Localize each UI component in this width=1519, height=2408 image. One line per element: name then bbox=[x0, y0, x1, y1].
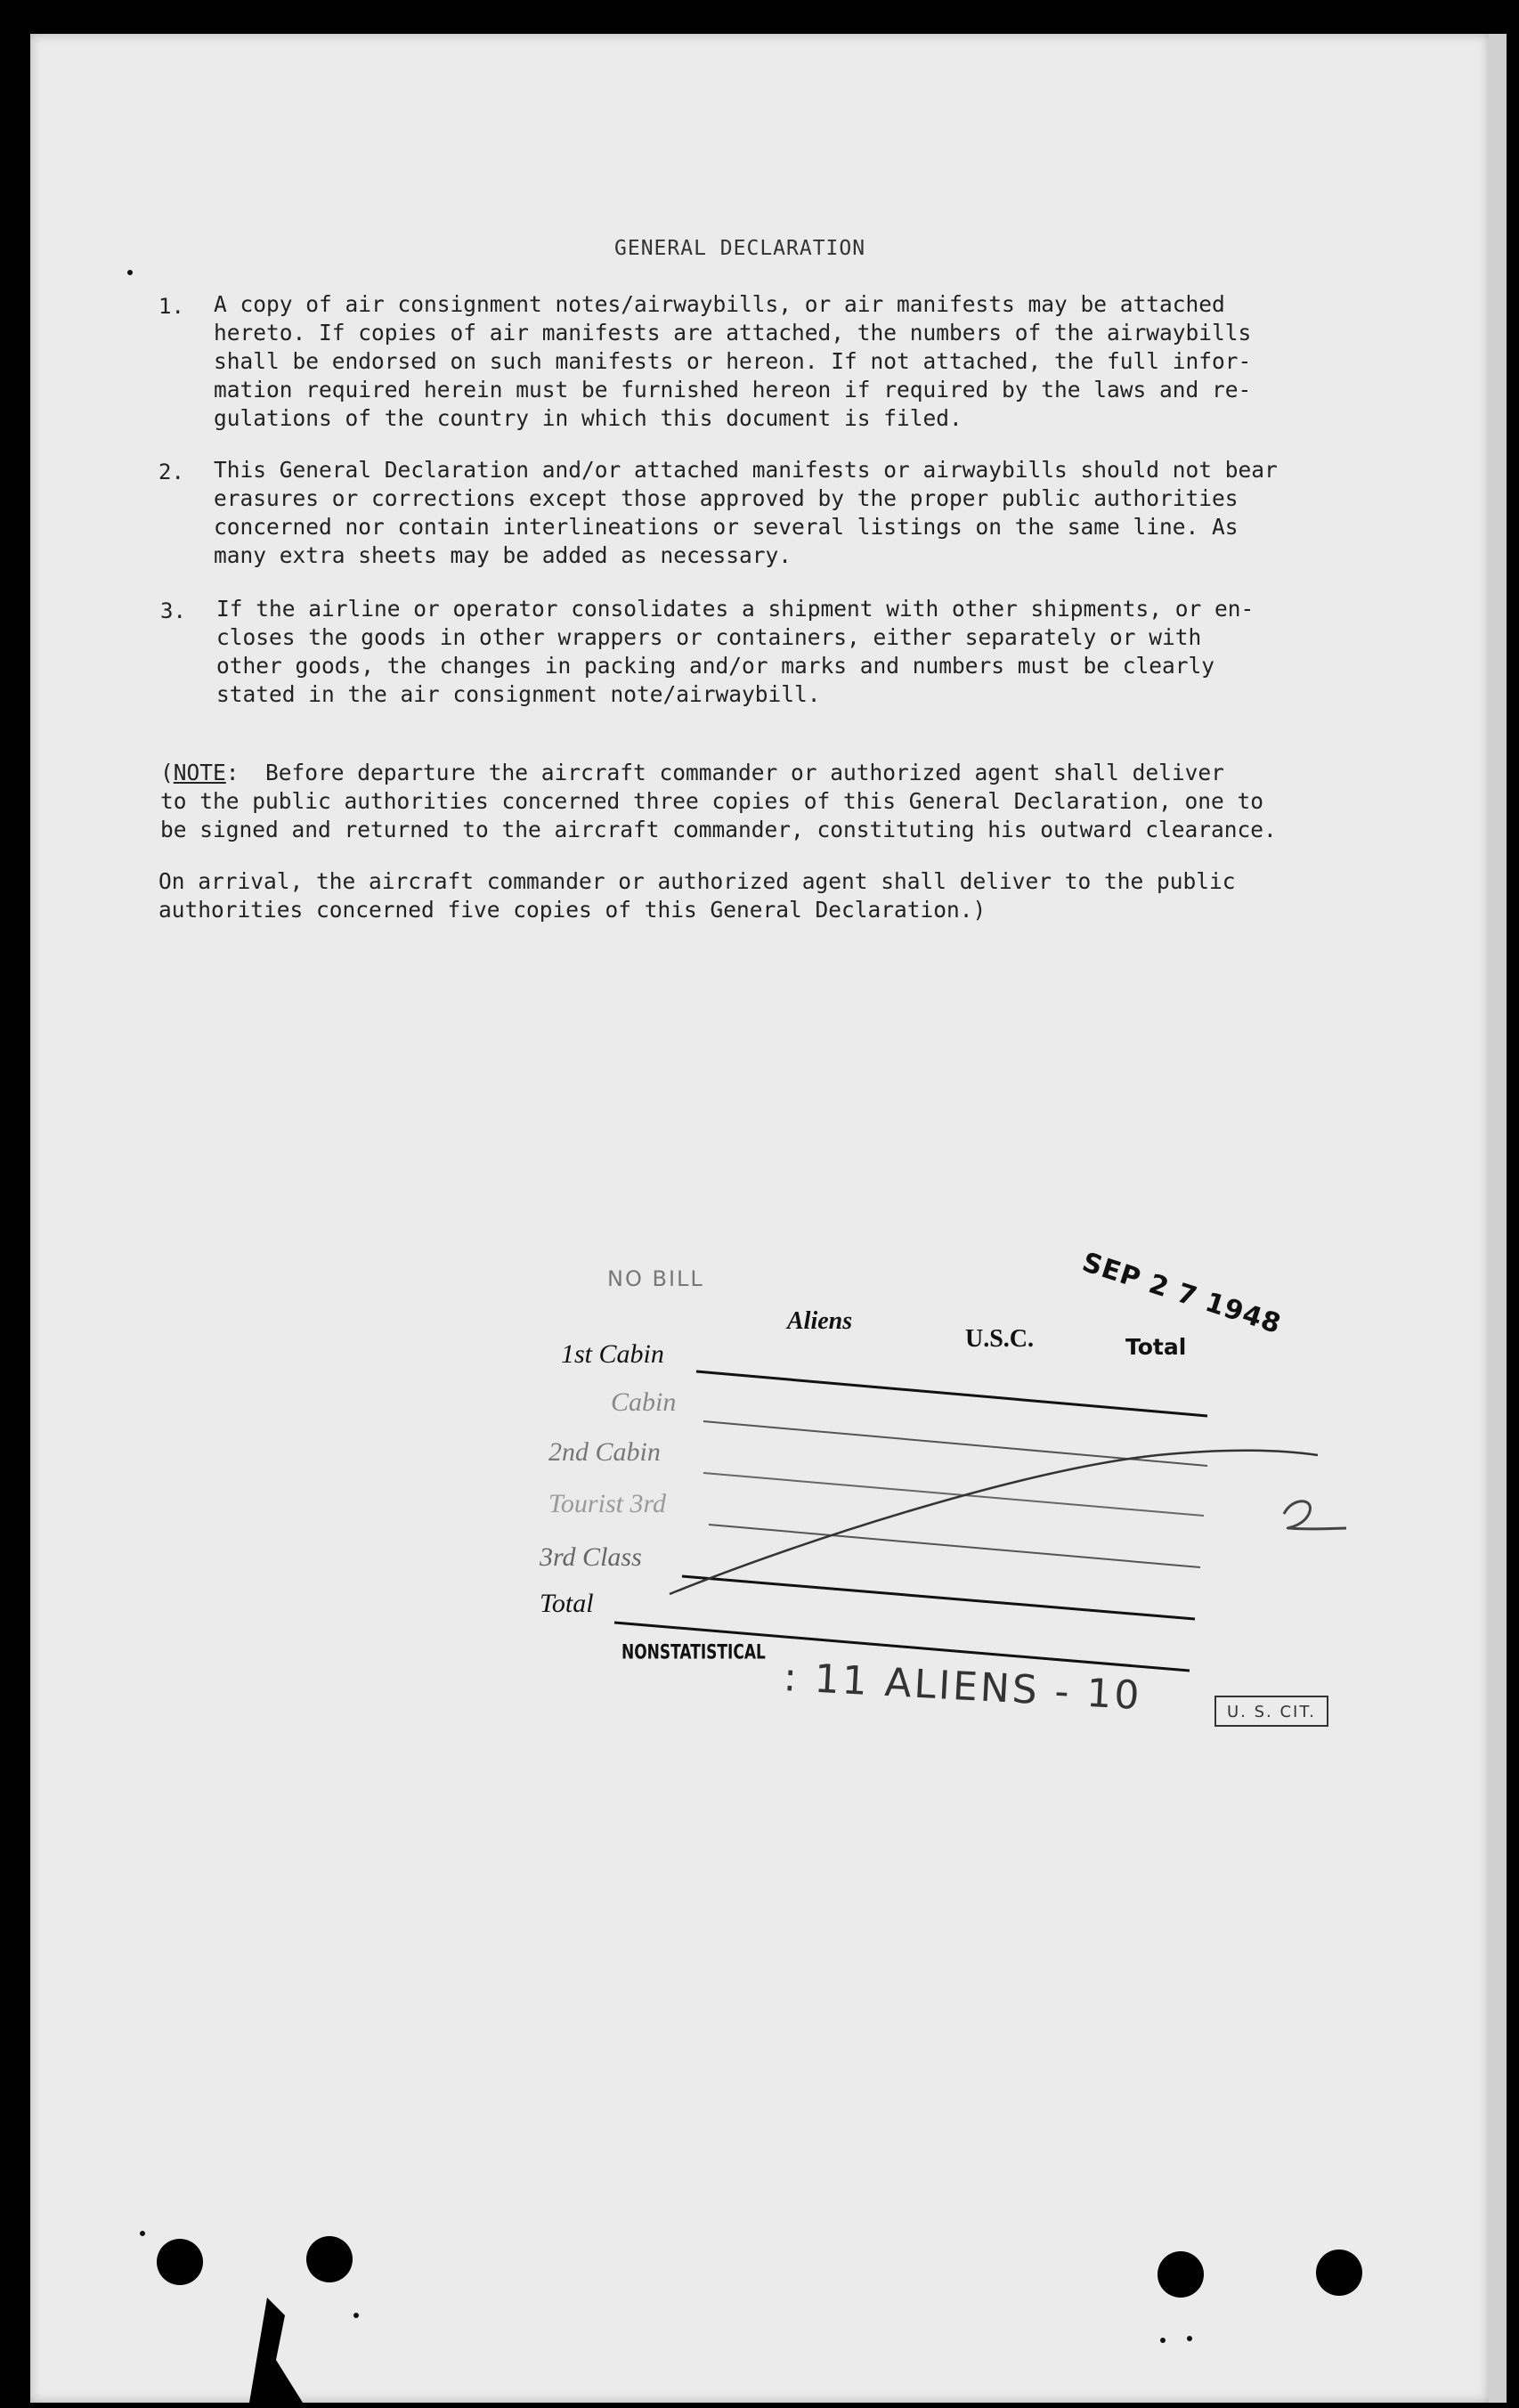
col-aliens: Aliens bbox=[787, 1307, 853, 1335]
handwritten-margin-mark bbox=[1284, 1501, 1346, 1529]
item-number: 2. bbox=[158, 460, 184, 484]
note-open-paren: ( bbox=[160, 760, 174, 785]
date-stamp: SEP 2 7 1948 bbox=[1078, 1247, 1286, 1341]
text-line: be signed and returned to the aircraft commander, constituting his outward clearance. bbox=[160, 817, 1277, 842]
tally-rule bbox=[703, 1473, 1204, 1516]
row-label: Tourist 3rd bbox=[548, 1489, 667, 1518]
punch-hole bbox=[1316, 2249, 1362, 2296]
torn-corner bbox=[249, 2298, 303, 2403]
item-number: 1. bbox=[158, 294, 184, 319]
text-line: many extra sheets may be added as necessary. bbox=[214, 542, 792, 568]
note-label: NOTE bbox=[173, 760, 226, 785]
text-line: other goods, the changes in packing and/or marks and numbers must be clearly bbox=[216, 653, 1215, 679]
row-label: 3rd Class bbox=[540, 1542, 642, 1572]
handwritten-aliens-note: : 11 ALIENS - 10 bbox=[782, 1655, 1143, 1720]
nonstatistical-stamp: NONSTATISTICAL bbox=[621, 1641, 766, 1664]
speck bbox=[353, 2313, 359, 2318]
text-line: If the airline or operator consolidates a shipment with other shipments, or en- bbox=[216, 596, 1255, 622]
tally-rule bbox=[614, 1623, 1190, 1671]
text-line: to the public authorities concerned three copies of this General Declaration, one to bbox=[160, 788, 1264, 814]
col-total: Total bbox=[1125, 1334, 1187, 1360]
text-line: closes the goods in other wrappers or containers, either separately or with bbox=[216, 624, 1202, 650]
text-line: shall be endorsed on such manifests or hereon. If not attached, the full infor- bbox=[214, 348, 1252, 374]
text-line: On arrival, the aircraft commander or authorized agent shall deliver to the public bbox=[158, 868, 1236, 894]
specks bbox=[127, 270, 1192, 2343]
text-line: authorities concerned five copies of this General Declaration.) bbox=[158, 897, 987, 923]
punch-holes bbox=[157, 2236, 1362, 2298]
tally-rule bbox=[682, 1576, 1195, 1619]
text-line: concerned nor contain interlineations or several listings on the same line. As bbox=[214, 514, 1239, 540]
us-cit-stamp: U. S. CIT. bbox=[1214, 1696, 1328, 1727]
col-usc: U.S.C. bbox=[965, 1325, 1035, 1353]
tally-rules bbox=[614, 1371, 1207, 1671]
text-line: hereto. If copies of air manifests are attached, the numbers of the airwaybills bbox=[214, 320, 1252, 346]
item-number: 3. bbox=[160, 598, 186, 623]
speck bbox=[127, 270, 133, 275]
row-label: 1st Cabin bbox=[561, 1339, 664, 1369]
text-line: A copy of air consignment notes/airwaybills, or air manifests may be attached bbox=[214, 291, 1225, 317]
row-label: 2nd Cabin bbox=[548, 1437, 661, 1467]
punch-hole bbox=[306, 2236, 353, 2282]
text-line: gulations of the country in which this document is filed. bbox=[214, 405, 963, 431]
text-line: stated in the air consignment note/airwaybill. bbox=[216, 681, 821, 707]
note-line1-rest: Before departure the aircraft commander or authorized agent shall deliver bbox=[239, 760, 1224, 785]
document-title: GENERAL DECLARATION bbox=[614, 237, 866, 260]
no-bill-stamp: NO BILL bbox=[607, 1266, 704, 1291]
text-line: This General Declaration and/or attached manifests or airwaybills should not bear bbox=[214, 457, 1278, 483]
punch-hole bbox=[157, 2239, 203, 2285]
text-line: erasures or corrections except those approved by the proper public authorities bbox=[214, 485, 1239, 511]
speck bbox=[140, 2231, 145, 2236]
tally-rule bbox=[709, 1525, 1200, 1567]
row-label: Total bbox=[540, 1589, 594, 1618]
speck bbox=[1160, 2338, 1166, 2343]
text-line: mation required herein must be furnished hereon if required by the laws and re- bbox=[214, 377, 1252, 403]
handwritten-strike-line bbox=[670, 1451, 1318, 1594]
row-label: Cabin bbox=[611, 1387, 677, 1417]
tally-rule bbox=[696, 1371, 1207, 1416]
note-colon: : bbox=[225, 760, 240, 785]
speck bbox=[1187, 2336, 1192, 2341]
punch-hole bbox=[1158, 2251, 1204, 2298]
